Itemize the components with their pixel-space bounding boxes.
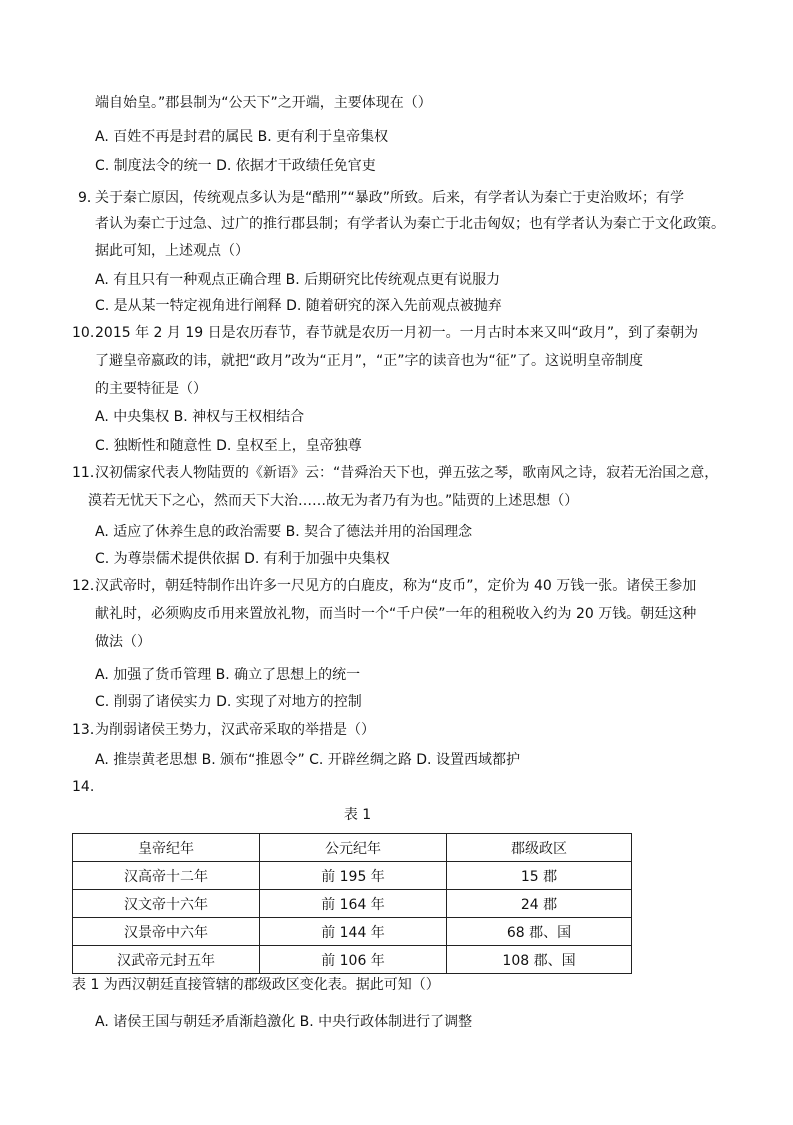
table-row [73,890,632,918]
table-cell: 汉景帝中六年 [73,918,260,946]
table-row [73,918,632,946]
table-cell: 前 164 年 [260,890,447,918]
table-cell: 汉武帝元封五年 [73,946,260,974]
table-header-row [73,834,632,862]
q12-stem-line-2: 献礼时，必须购皮币用来置放礼物，而当时一个“千户侯”一年的租税收入约为 20 万钱。朝廷这种 [95,606,697,622]
table-cell: 前 106 年 [260,946,447,974]
q12-options-ab: A. 加强了货币管理 B. 确立了思想上的统一 [95,667,361,683]
q10-options-cd: C. 独断性和随意性 D. 皇权至上，皇帝独尊 [95,438,362,454]
table-cell: 24 郡 [447,890,632,918]
table-row [73,946,632,974]
q11-stem-line-1: 汉初儒家代表人物陆贾的《新语》云：“昔舜治天下也，弹五弦之琴，歌南风之诗，寂若无治国之意， [95,465,719,481]
table-cell: 68 郡、国 [447,918,632,946]
commandery-table [72,833,632,974]
q11-options-ab: A. 适应了休养生息的政治需要 B. 契合了德法并用的治国理念 [95,524,473,540]
q10-stem-line-1: 2015 年 2 月 19 日是农历春节，春节就是农历一月初一。一月古时本来又叫“政月”，到了秦朝为 [95,325,699,341]
q13-options: A. 推崇黄老思想 B. 颁布“推恩令” C. 开辟丝绸之路 D. 设置西域都护 [95,752,520,768]
q10-stem-line-2: 了避皇帝嬴政的讳，就把“政月”改为“正月”，“正”字的读音也为“征”了。这说明皇帝制度 [95,353,644,369]
table-cell: 汉高帝十二年 [73,862,260,890]
table-header-cell: 皇帝纪年 [73,834,260,862]
table-cell: 汉文帝十六年 [73,890,260,918]
table-cell: 15 郡 [447,862,632,890]
q8-options-ab: A. 百姓不再是封君的属民 B. 更有利于皇帝集权 [95,129,389,145]
q9-stem-line-2: 者认为秦亡于过急、过广的推行郡县制；有学者认为秦亡于北击匈奴；也有学者认为秦亡于文化政策。 [95,216,725,232]
table-row [73,862,632,890]
q14-options-ab: A. 诸侯王国与朝廷矛盾渐趋激化 B. 中央行政体制进行了调整 [95,1014,473,1030]
q12-stem-line-1: 汉武帝时，朝廷特制作出许多一尺见方的白鹿皮，称为“皮币”，定价为 40 万钱一张。诸侯王参加 [95,578,697,594]
table-cell: 前 144 年 [260,918,447,946]
q14-stem: 表 1 为西汉朝廷直接管辖的郡级政区变化表。据此可知（） [72,977,440,993]
q8-options-cd: C. 制度法令的统一 D. 依据才干政绩任免官吏 [95,158,376,174]
q9-options-cd: C. 是从某一特定视角进行阐释 D. 随着研究的深入先前观点被抛弃 [95,298,502,314]
q9-options-ab: A. 有且只有一种观点正确合理 B. 后期研究比传统观点更有说服力 [95,272,501,288]
q9-stem-line-1: 关于秦亡原因，传统观点多认为是“酷刑”“暴政”所致。后来，有学者认为秦亡于吏治败坏；有学 [95,190,685,206]
q14-number: 14. [72,779,95,795]
table-header-cell: 郡级政区 [447,834,632,862]
table-header-cell: 公元纪年 [260,834,447,862]
q13-stem: 为削弱诸侯王势力，汉武帝采取的举措是（） [95,722,375,738]
q12-options-cd: C. 削弱了诸侯实力 D. 实现了对地方的控制 [95,694,362,710]
table-title: 表 1 [343,807,372,823]
table-cell: 前 195 年 [260,862,447,890]
q9-stem-line-3: 据此可知，上述观点（） [95,243,249,259]
q9-number: 9． [78,190,101,206]
q10-options-ab: A. 中央集权 B. 神权与王权相结合 [95,409,305,425]
q8-stem-continued: 端自始皇。”郡县制为“公天下”之开端，主要体现在（） [95,95,432,111]
q13-number: 13． [72,722,104,738]
q10-stem-line-3: 的主要特征是（） [95,381,207,397]
q11-stem-line-2: 漠若无忧天下之心，然而天下大治……故无为者乃有为也。”陆贾的上述思想（） [88,493,579,509]
q11-number: 11． [72,465,104,481]
q10-number: 10. [72,325,95,341]
q12-stem-line-3: 做法（） [95,634,151,650]
table-cell: 108 郡、国 [447,946,632,974]
q12-number: 12． [72,578,104,594]
q11-options-cd: C. 为尊崇儒术提供依据 D. 有利于加强中央集权 [95,551,390,567]
